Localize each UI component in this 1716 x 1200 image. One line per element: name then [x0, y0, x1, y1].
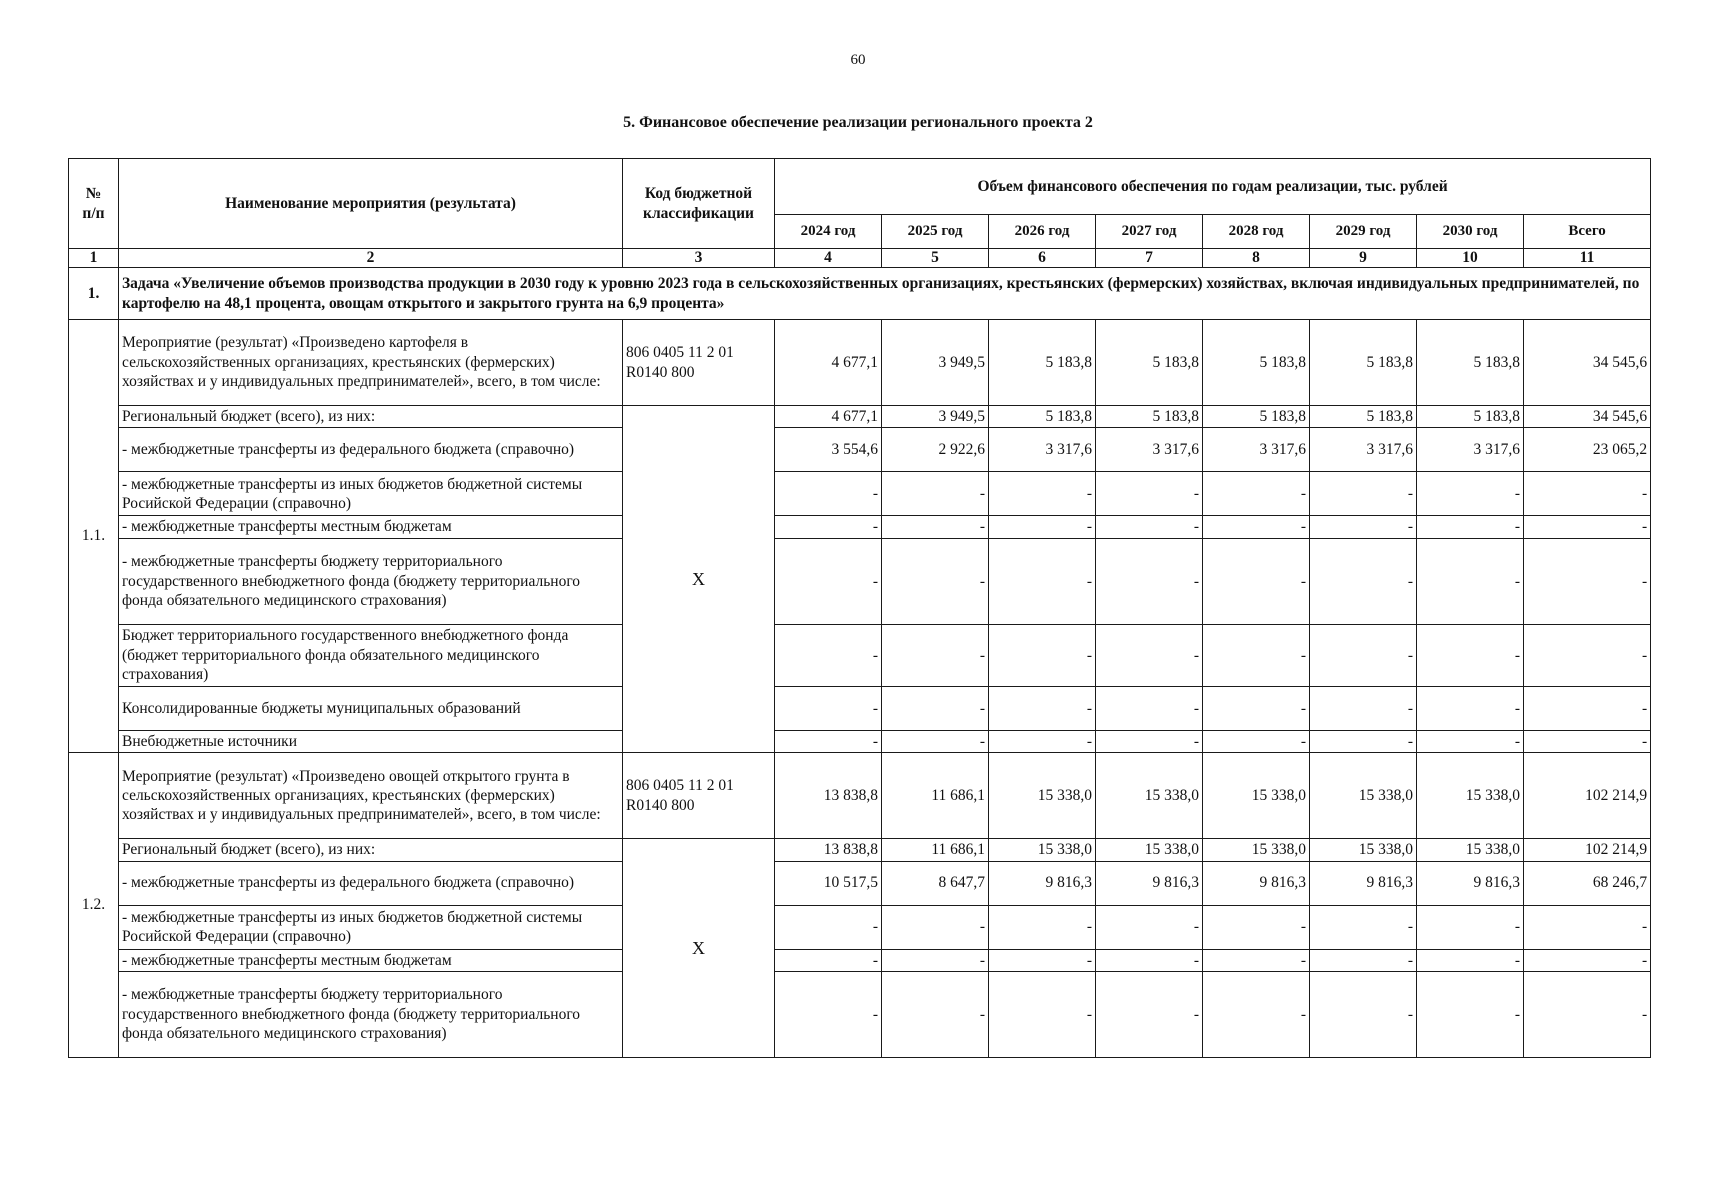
- budget-row: [69, 624, 1651, 686]
- budget-source-name: Консолидированные бюджеты муниципальных образований: [119, 686, 623, 730]
- amount-cell: 10 517,5: [775, 861, 882, 905]
- amount-cell: 15 338,0: [1417, 753, 1524, 839]
- amount-cell: 9 816,3: [1417, 861, 1524, 905]
- column-number: 3: [623, 249, 775, 268]
- amount-cell: 5 183,8: [1417, 320, 1524, 406]
- financing-table: [68, 158, 1651, 1058]
- amount-cell: -: [1203, 730, 1310, 752]
- amount-cell: -: [1203, 905, 1310, 949]
- amount-cell: -: [1310, 730, 1417, 752]
- measure-row: [69, 753, 1651, 839]
- header-year: 2030 год: [1417, 215, 1524, 249]
- header-year: 2029 год: [1310, 215, 1417, 249]
- amount-cell: -: [1310, 516, 1417, 538]
- amount-cell: -: [882, 686, 989, 730]
- amount-cell: 4 677,1: [775, 320, 882, 406]
- amount-cell: 8 647,7: [882, 861, 989, 905]
- header-name: Наименование мероприятия (результата): [119, 159, 623, 249]
- column-number: 2: [119, 249, 623, 268]
- amount-cell: -: [1417, 686, 1524, 730]
- amount-cell: -: [989, 538, 1096, 624]
- amount-cell: 102 214,9: [1524, 753, 1651, 839]
- amount-cell: -: [882, 538, 989, 624]
- amount-cell: -: [989, 949, 1096, 971]
- amount-cell: 9 816,3: [1203, 861, 1310, 905]
- amount-cell: -: [1096, 905, 1203, 949]
- code-not-applicable-mark: Х: [623, 406, 775, 753]
- amount-cell: -: [989, 905, 1096, 949]
- amount-cell: -: [1096, 730, 1203, 752]
- measure-index: 1.1.: [69, 320, 119, 753]
- amount-cell: -: [1310, 905, 1417, 949]
- amount-cell: 5 183,8: [1096, 320, 1203, 406]
- budget-code: 806 0405 11 2 01 R0140 800: [623, 320, 775, 406]
- amount-cell: 15 338,0: [1203, 753, 1310, 839]
- column-number: 11: [1524, 249, 1651, 268]
- budget-source-name: Внебюджетные источники: [119, 730, 623, 752]
- budget-source-name: - межбюджетные трансферты местным бюджетам: [119, 949, 623, 971]
- amount-cell: 3 317,6: [1096, 428, 1203, 472]
- amount-cell: 15 338,0: [1096, 753, 1203, 839]
- amount-cell: -: [1524, 971, 1651, 1057]
- amount-cell: -: [882, 730, 989, 752]
- budget-source-name: - межбюджетные трансферты бюджету территориального государственного внебюджетного фонда (бюджету территориального фонда обязательного медицинского страхования): [119, 971, 623, 1057]
- amount-cell: -: [882, 949, 989, 971]
- header-year: 2025 год: [882, 215, 989, 249]
- amount-cell: 15 338,0: [1203, 839, 1310, 861]
- amount-cell: 3 949,5: [882, 320, 989, 406]
- code-not-applicable-mark: Х: [623, 839, 775, 1058]
- amount-cell: -: [775, 516, 882, 538]
- amount-cell: 9 816,3: [989, 861, 1096, 905]
- budget-row: [69, 428, 1651, 472]
- amount-cell: -: [1524, 624, 1651, 686]
- amount-cell: 5 183,8: [1310, 406, 1417, 428]
- header-year-total: Всего: [1524, 215, 1651, 249]
- amount-cell: -: [1524, 949, 1651, 971]
- amount-cell: -: [1417, 472, 1524, 516]
- budget-source-name: - межбюджетные трансферты бюджету территориального государственного внебюджетного фонда (бюджету территориального фонда обязательного медицинского страхования): [119, 538, 623, 624]
- amount-cell: -: [882, 971, 989, 1057]
- budget-row: [69, 472, 1651, 516]
- amount-cell: 5 183,8: [1203, 320, 1310, 406]
- amount-cell: -: [989, 686, 1096, 730]
- amount-cell: -: [989, 971, 1096, 1057]
- amount-cell: 15 338,0: [1417, 839, 1524, 861]
- amount-cell: -: [1524, 472, 1651, 516]
- amount-cell: -: [1417, 730, 1524, 752]
- amount-cell: 5 183,8: [1310, 320, 1417, 406]
- amount-cell: -: [1524, 686, 1651, 730]
- amount-cell: -: [989, 516, 1096, 538]
- amount-cell: 3 949,5: [882, 406, 989, 428]
- amount-cell: -: [1417, 971, 1524, 1057]
- header-code: Код бюджетной классификации: [623, 159, 775, 249]
- amount-cell: 11 686,1: [882, 753, 989, 839]
- measure-row: [69, 320, 1651, 406]
- amount-cell: -: [1417, 624, 1524, 686]
- section-title: 5. Финансовое обеспечение реализации регионального проекта 2: [623, 114, 1093, 131]
- header-year: 2024 год: [775, 215, 882, 249]
- column-number: 7: [1096, 249, 1203, 268]
- header-volume: Объем финансового обеспечения по годам реализации, тыс. рублей: [775, 159, 1651, 215]
- column-numbers-row: [69, 249, 1651, 268]
- header-year: 2028 год: [1203, 215, 1310, 249]
- amount-cell: -: [882, 905, 989, 949]
- column-number: 6: [989, 249, 1096, 268]
- task-row: [69, 268, 1651, 320]
- amount-cell: 11 686,1: [882, 839, 989, 861]
- measure-index: 1.2.: [69, 753, 119, 1058]
- column-number: 5: [882, 249, 989, 268]
- amount-cell: -: [882, 472, 989, 516]
- amount-cell: 5 183,8: [1203, 406, 1310, 428]
- amount-cell: 15 338,0: [1310, 839, 1417, 861]
- budget-row: [69, 861, 1651, 905]
- amount-cell: -: [1096, 624, 1203, 686]
- amount-cell: -: [1203, 472, 1310, 516]
- amount-cell: 3 554,6: [775, 428, 882, 472]
- column-number: 1: [69, 249, 119, 268]
- amount-cell: -: [1096, 949, 1203, 971]
- amount-cell: -: [1096, 472, 1203, 516]
- amount-cell: -: [775, 686, 882, 730]
- amount-cell: -: [1524, 516, 1651, 538]
- amount-cell: 13 838,8: [775, 753, 882, 839]
- amount-cell: 15 338,0: [989, 839, 1096, 861]
- amount-cell: 15 338,0: [1096, 839, 1203, 861]
- column-number: 9: [1310, 249, 1417, 268]
- amount-cell: -: [1203, 686, 1310, 730]
- amount-cell: -: [1096, 516, 1203, 538]
- measure-name: Мероприятие (результат) «Произведено овощей открытого грунта в сельскохозяйственных организациях, крестьянских (фермерских) хозяйствах и у индивидуальных предпринимателей», всего, в том числе:: [119, 753, 623, 839]
- budget-source-name: - межбюджетные трансферты из федерального бюджета (справочно): [119, 861, 623, 905]
- budget-source-name: Региональный бюджет (всего), из них:: [119, 406, 623, 428]
- amount-cell: 34 545,6: [1524, 320, 1651, 406]
- budget-source-name: Региональный бюджет (всего), из них:: [119, 839, 623, 861]
- amount-cell: -: [1524, 730, 1651, 752]
- amount-cell: 5 183,8: [989, 406, 1096, 428]
- measure-name: Мероприятие (результат) «Произведено картофеля в сельскохозяйственных организациях, крестьянских (фермерских) хозяйствах и у индивидуальных предпринимателей», всего, в том числе:: [119, 320, 623, 406]
- amount-cell: -: [1417, 516, 1524, 538]
- amount-cell: -: [1096, 686, 1203, 730]
- amount-cell: 2 922,6: [882, 428, 989, 472]
- amount-cell: -: [989, 472, 1096, 516]
- page-number: 60: [850, 52, 866, 68]
- budget-source-name: - межбюджетные трансферты из иных бюджетов бюджетной системы Росийской Федерации (справочно): [119, 472, 623, 516]
- amount-cell: -: [1203, 971, 1310, 1057]
- amount-cell: -: [1203, 949, 1310, 971]
- amount-cell: -: [1417, 949, 1524, 971]
- budget-row: [69, 730, 1651, 752]
- budget-row: [69, 905, 1651, 949]
- amount-cell: 34 545,6: [1524, 406, 1651, 428]
- amount-cell: -: [1096, 538, 1203, 624]
- amount-cell: 3 317,6: [989, 428, 1096, 472]
- header-year: 2027 год: [1096, 215, 1203, 249]
- budget-row: [69, 686, 1651, 730]
- amount-cell: -: [882, 624, 989, 686]
- amount-cell: -: [775, 538, 882, 624]
- budget-source-name: - межбюджетные трансферты местным бюджетам: [119, 516, 623, 538]
- amount-cell: -: [1203, 538, 1310, 624]
- budget-row: [69, 971, 1651, 1057]
- amount-cell: 68 246,7: [1524, 861, 1651, 905]
- budget-row: [69, 538, 1651, 624]
- task-text: Задача «Увеличение объемов производства продукции в 2030 году к уровню 2023 года в сельскохозяйственных организациях, крестьянских (фермерских) хозяйствах, включая индивидуальных предпринимателей, по картофелю на 48,1 процента, овощам открытого и закрытого грунта на 6,9 процента»: [119, 268, 1651, 320]
- amount-cell: -: [775, 624, 882, 686]
- amount-cell: 15 338,0: [1310, 753, 1417, 839]
- column-number: 10: [1417, 249, 1524, 268]
- budget-row: [69, 949, 1651, 971]
- amount-cell: -: [775, 971, 882, 1057]
- amount-cell: -: [1203, 624, 1310, 686]
- column-number: 8: [1203, 249, 1310, 268]
- amount-cell: 9 816,3: [1096, 861, 1203, 905]
- budget-code: 806 0405 11 2 01 R0140 800: [623, 753, 775, 839]
- amount-cell: -: [775, 730, 882, 752]
- amount-cell: -: [1203, 516, 1310, 538]
- amount-cell: -: [1310, 949, 1417, 971]
- amount-cell: 3 317,6: [1310, 428, 1417, 472]
- amount-cell: 15 338,0: [989, 753, 1096, 839]
- amount-cell: -: [1524, 905, 1651, 949]
- amount-cell: 102 214,9: [1524, 839, 1651, 861]
- amount-cell: -: [1310, 971, 1417, 1057]
- amount-cell: 23 065,2: [1524, 428, 1651, 472]
- amount-cell: 5 183,8: [1096, 406, 1203, 428]
- amount-cell: -: [1524, 538, 1651, 624]
- budget-source-name: - межбюджетные трансферты из федерального бюджета (справочно): [119, 428, 623, 472]
- budget-row: [69, 406, 1651, 428]
- amount-cell: -: [1417, 905, 1524, 949]
- amount-cell: 3 317,6: [1417, 428, 1524, 472]
- header-number: № п/п: [69, 159, 119, 249]
- amount-cell: -: [1096, 971, 1203, 1057]
- amount-cell: -: [775, 949, 882, 971]
- column-number: 4: [775, 249, 882, 268]
- amount-cell: -: [989, 624, 1096, 686]
- amount-cell: -: [1310, 624, 1417, 686]
- amount-cell: 9 816,3: [1310, 861, 1417, 905]
- amount-cell: -: [1310, 538, 1417, 624]
- amount-cell: 4 677,1: [775, 406, 882, 428]
- budget-row: [69, 839, 1651, 861]
- amount-cell: -: [1310, 472, 1417, 516]
- budget-source-name: - межбюджетные трансферты из иных бюджетов бюджетной системы Росийской Федерации (справочно): [119, 905, 623, 949]
- header-year: 2026 год: [989, 215, 1096, 249]
- amount-cell: 5 183,8: [989, 320, 1096, 406]
- amount-cell: -: [989, 730, 1096, 752]
- amount-cell: 13 838,8: [775, 839, 882, 861]
- amount-cell: -: [775, 905, 882, 949]
- task-index: 1.: [69, 268, 119, 320]
- budget-row: [69, 516, 1651, 538]
- budget-source-name: Бюджет территориального государственного внебюджетного фонда (бюджет территориального фонда обязательного медицинского страхования): [119, 624, 623, 686]
- amount-cell: 3 317,6: [1203, 428, 1310, 472]
- amount-cell: 5 183,8: [1417, 406, 1524, 428]
- amount-cell: -: [775, 472, 882, 516]
- amount-cell: -: [1310, 686, 1417, 730]
- amount-cell: -: [882, 516, 989, 538]
- amount-cell: -: [1417, 538, 1524, 624]
